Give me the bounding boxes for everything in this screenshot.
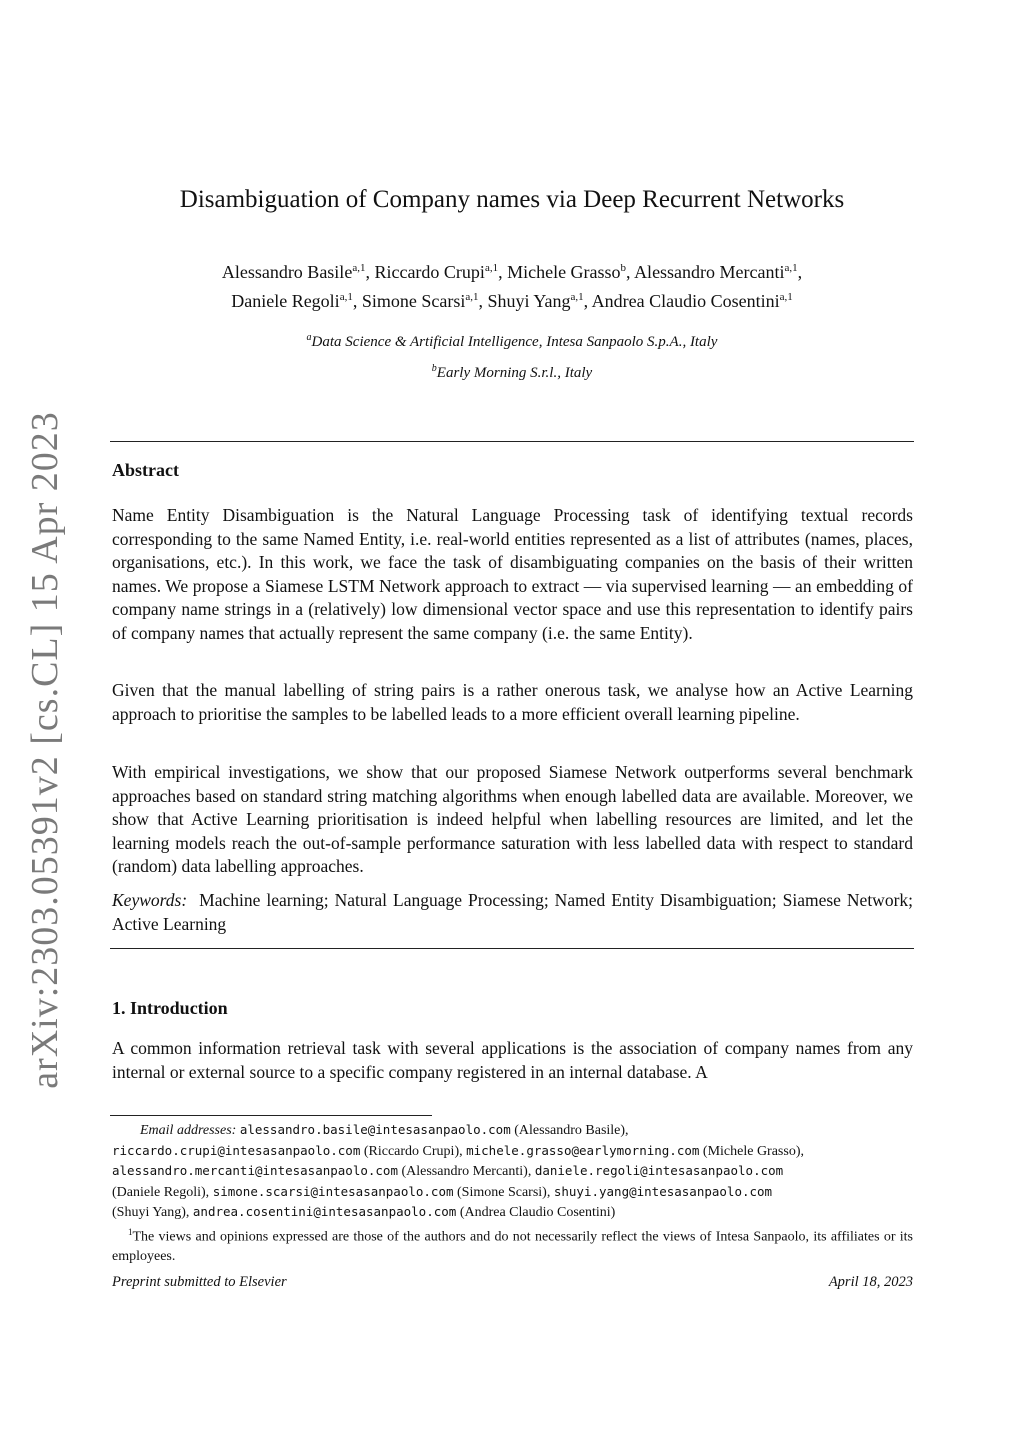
introduction-paragraph: A common information retrieval task with several applications is the association of company names from any internal or external source to a specific company registered in an internal database. A [112, 1038, 913, 1082]
email-link[interactable]: simone.scarsi@intesasanpaolo.com [212, 1183, 454, 1199]
email-label: Email addresses: [140, 1123, 237, 1138]
email-owner: (Alessandro Basile), [514, 1123, 629, 1138]
keywords-label: Keywords: [112, 890, 188, 910]
affiliation-b [110, 363, 914, 382]
footnotes [112, 1120, 913, 1266]
email-owner: (Michele Grasso), [702, 1143, 804, 1159]
abstract-bottom-rule [110, 948, 914, 949]
author-affil-mark: a,1 [339, 291, 353, 303]
footer-date: April 18, 2023 [828, 1274, 913, 1290]
author-separator: , [797, 262, 803, 282]
email-link[interactable]: daniele.regoli@intesasanpaolo.com [534, 1163, 784, 1178]
author-name: Michele Grasso [507, 262, 621, 282]
section-heading-introduction: 1. Introduction [112, 998, 228, 1018]
footer-preprint-note: Preprint submitted to Elsevier [112, 1274, 287, 1290]
email-owner: (Daniele Regoli), [112, 1184, 210, 1200]
arxiv-id[interactable]: arXiv:2303.05391v2 [cs.CL] 15 Apr 2023 [24, 411, 67, 1089]
email-owner: (Simone Scarsi), [457, 1184, 551, 1200]
paper-title: Disambiguation of Company names via Deep Recurrent Networks [179, 186, 845, 213]
author-separator: , [626, 262, 635, 282]
email-link[interactable]: shuyi.yang@intesasanpaolo.com [553, 1183, 773, 1199]
author-separator: , [478, 291, 488, 311]
author-separator: , [498, 262, 508, 282]
arxiv-stamp [10, 411, 80, 1089]
disclaimer-footnote [112, 1223, 913, 1267]
author-separator: , [583, 291, 592, 311]
author-name: Riccardo Crupi [374, 262, 485, 282]
author-name: Daniele Regoli [231, 291, 340, 311]
abstract-top-rule [110, 441, 914, 442]
author-affil-mark: a,1 [570, 291, 584, 303]
page-footer [112, 1274, 913, 1291]
affiliation-mark: a [306, 332, 312, 343]
footnote-rule [110, 1115, 432, 1116]
author-affil-mark: a,1 [465, 291, 479, 303]
abstract-heading: Abstract [112, 460, 179, 480]
author-affil-mark: b [620, 262, 627, 274]
author-list [110, 256, 914, 314]
email-link[interactable]: riccardo.crupi@intesasanpaolo.com [112, 1142, 361, 1158]
email-footnote [112, 1120, 913, 1223]
author-affil-mark: a,1 [779, 291, 793, 303]
author-affil-mark: a,1 [352, 262, 366, 274]
email-link[interactable]: alessandro.basile@intesasanpaolo.com [239, 1122, 511, 1137]
author-line-2 [110, 285, 914, 314]
author-affil-mark: a,1 [484, 262, 499, 274]
author-name: Shuyi Yang [487, 291, 571, 311]
email-link[interactable]: michele.grasso@earlymorning.com [466, 1142, 700, 1158]
email-owner: (Andrea Claudio Cosentini) [459, 1205, 616, 1220]
email-owner: (Alessandro Mercanti), [401, 1164, 532, 1179]
author-name: Alessandro Basile [221, 262, 353, 282]
abstract-paragraph-3: With empirical investigations, we show that our proposed Siamese Network outperforms several benchmark approaches based on standard string matching algorithms when enough labelled data are available. Moreover, we show that Active Learning prioritisation is indeed helpful when labelling resources are limited, and let the learning models reach the out-of-sample performance saturation with less labelled data with respect to standard (random) data labelling approaches. [112, 762, 913, 876]
affiliation-text: Early Morning S.r.l., Italy [436, 365, 593, 381]
author-separator: , [352, 291, 362, 311]
affiliation-text: Data Science & Artificial Intelligence, Intesa Sanpaolo S.p.A., Italy [311, 334, 718, 350]
author-separator: , [365, 262, 375, 282]
email-link[interactable]: andrea.cosentini@intesasanpaolo.com [192, 1204, 457, 1219]
author-line-1 [110, 256, 914, 285]
keywords [112, 889, 913, 936]
affiliation-a [110, 332, 914, 351]
email-owner: (Riccardo Crupi), [363, 1143, 463, 1159]
email-link[interactable]: alessandro.mercanti@intesasanpaolo.com [112, 1163, 398, 1178]
footnote-mark: 1 [128, 1226, 133, 1237]
keywords-list: Machine learning; Natural Language Processing; Named Entity Disambiguation; Siamese Network; Active Learning [112, 890, 914, 934]
abstract-paragraph-1: Name Entity Disambiguation is the Natural Language Processing task of identifying textual records corresponding to the same Named Entity, i.e. real-world entities represented as a list of attributes (names, places, organisations, etc.). In this work, we face the task of disambiguating companies on the basis of their written names. We propose a Siamese LSTM Network approach to extract — via supervised learning — an embedding of company name strings in a (relatively) low dimensional vector space and use this representation to identify pairs of company names that actually represent the same company (i.e. the same Entity). [112, 505, 913, 643]
author-name: Alessandro Mercanti [634, 262, 785, 282]
author-affil-mark: a,1 [784, 262, 798, 274]
email-owner: (Shuyi Yang), [112, 1205, 190, 1220]
abstract-paragraph-2: Given that the manual labelling of string pairs is a rather onerous task, we analyse how an Active Learning approach to prioritise the samples to be labelled leads to a more efficient overall learning pipeline. [112, 680, 913, 724]
footnote-text: The views and opinions expressed are those of the authors and do not necessarily reflect the views of Intesa Sanpaolo, its affiliates or its employees. [112, 1229, 913, 1264]
author-name: Andrea Claudio Cosentini [591, 291, 780, 311]
affiliation-mark: b [431, 363, 437, 374]
author-name: Simone Scarsi [361, 291, 466, 311]
